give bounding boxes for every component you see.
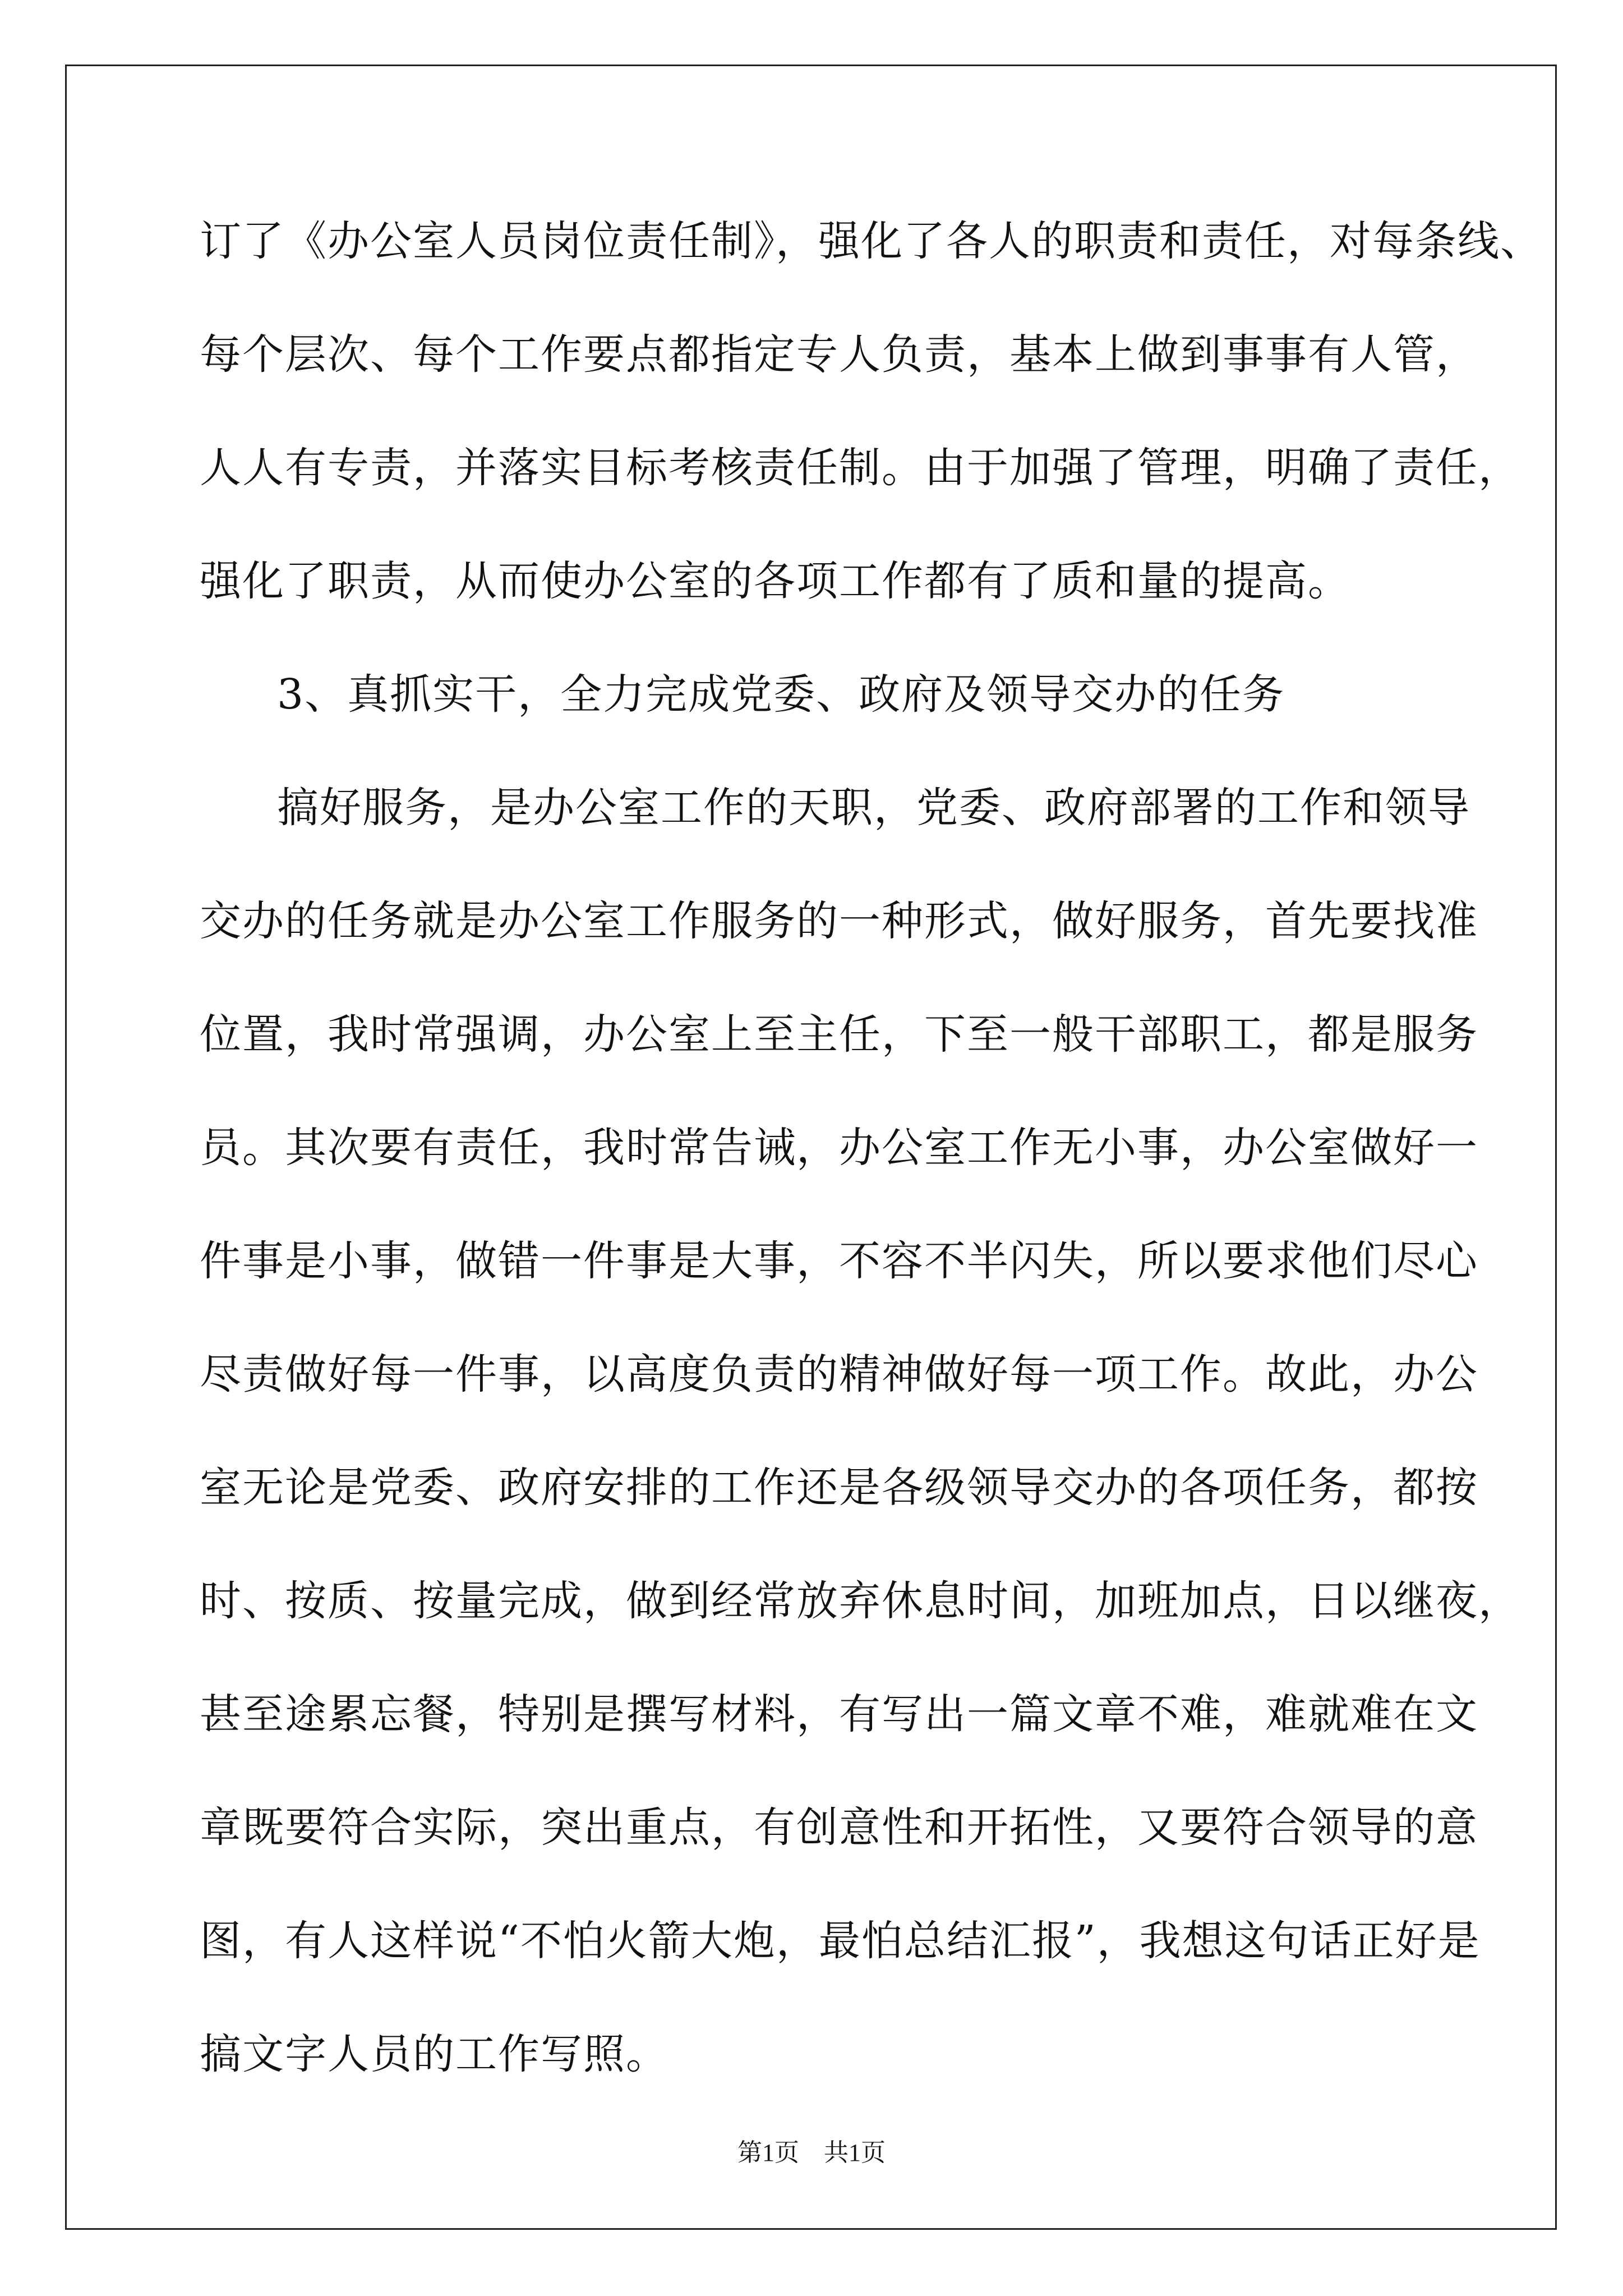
text-line: 图，有人这样说“不怕火箭大炮，最怕总结汇报”，我想这句话正好是 bbox=[200, 1917, 1481, 1965]
text-line: 员。其次要有责任，我时常告诫，办公室工作无小事，办公室做好一 bbox=[200, 1124, 1478, 1172]
text-line: 搞文字人员的工作写照。 bbox=[200, 2030, 668, 2078]
text-line: 每个层次、每个工作要点都指定专人负责，基本上做到事事有人管， bbox=[200, 330, 1478, 379]
text-line: 搞好服务，是办公室工作的天职，党委、政府部署的工作和领导 bbox=[277, 784, 1470, 832]
text-line: 章既要符合实际，突出重点，有创意性和开拓性，又要符合领导的意 bbox=[200, 1803, 1478, 1852]
text-line: 人人有专责，并落实目标考核责任制。由于加强了管理，明确了责任， bbox=[200, 444, 1521, 492]
text-line: 时、按质、按量完成，做到经常放弃休息时间，加班加点，日以继夜， bbox=[200, 1577, 1521, 1625]
text-line: 尽责做好每一件事，以高度负责的精神做好每一项工作。故此，办公 bbox=[200, 1350, 1478, 1398]
text-line: 强化了职责，从而使办公室的各项工作都有了质和量的提高。 bbox=[200, 557, 1350, 605]
section-heading: 3、真抓实干，全力完成党委、政府及领导交办的任务 bbox=[277, 670, 1285, 719]
text-line: 室无论是党委、政府安排的工作还是各级领导交办的各项任务，都按 bbox=[200, 1464, 1478, 1512]
text-line: 位置，我时常强调，办公室上至主任，下至一般干部职工，都是服务 bbox=[200, 1010, 1478, 1059]
text-line: 交办的任务就是办公室工作服务的一种形式，做好服务，首先要找准 bbox=[200, 897, 1478, 945]
text-line: 甚至途累忘餐，特别是撰写材料，有写出一篇文章不难，难就难在文 bbox=[200, 1690, 1478, 1738]
text-line: 订了《办公室人员岗位责任制》，强化了各人的职责和责任，对每条线、 bbox=[200, 217, 1543, 265]
page-number-footer: 第1页 共1页 bbox=[737, 2139, 886, 2166]
text-line: 件事是小事，做错一件事是大事，不容不半闪失，所以要求他们尽心 bbox=[200, 1237, 1478, 1285]
